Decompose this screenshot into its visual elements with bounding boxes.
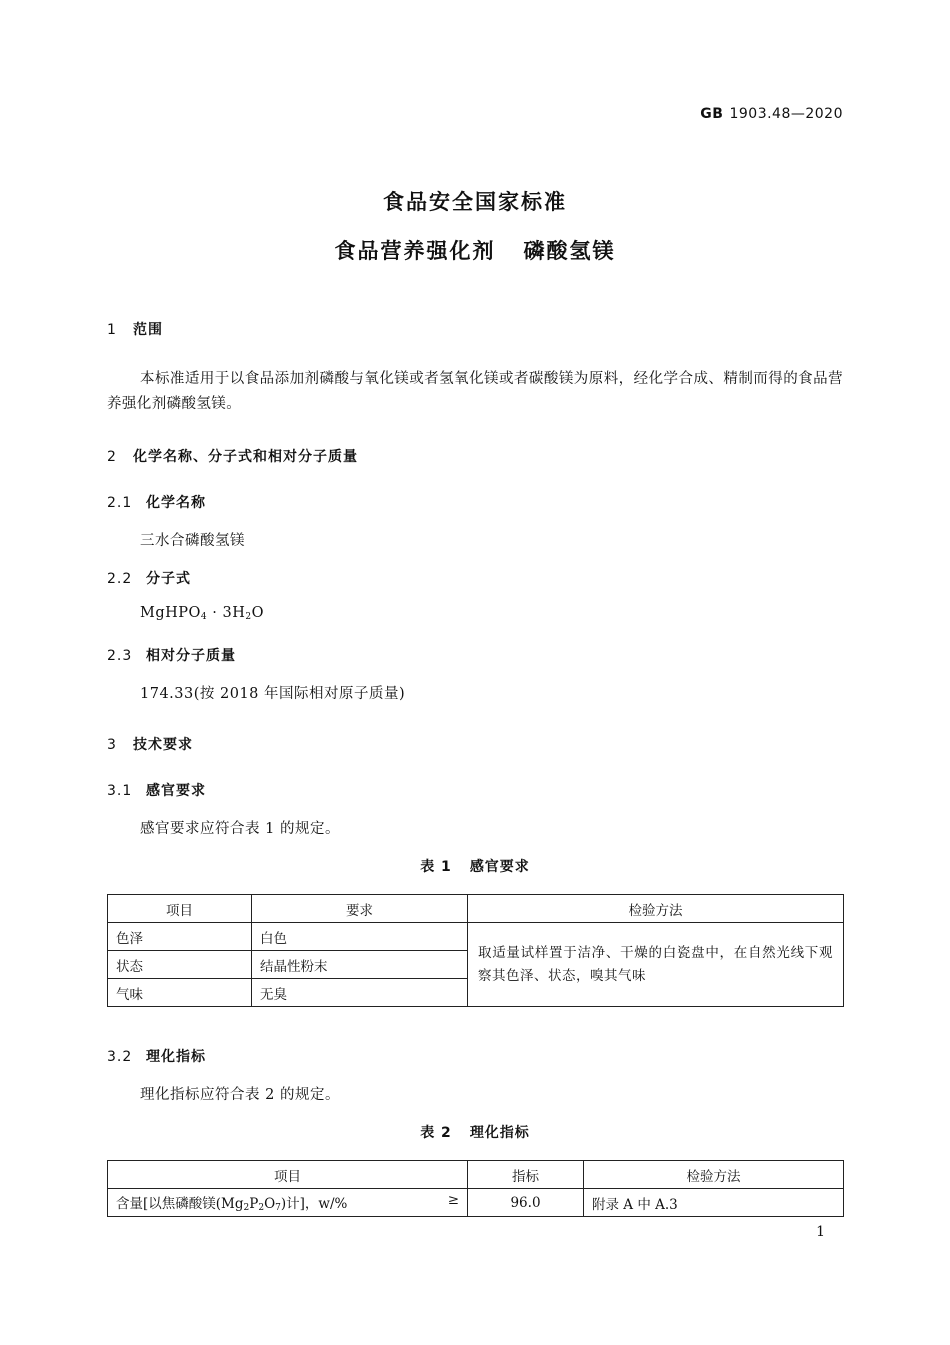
molecular-mass: 174.33(按 2018 年国际相对原子质量) (140, 686, 406, 702)
table-cell-item: 含量[以焦磷酸镁$(Mg_2P_2O_7)$计]，w/% ≥ (108, 1189, 468, 1217)
table-1 (107, 894, 844, 1007)
table-header: 检验方法 (468, 895, 844, 923)
molecular-formula: MgHPO$_4$ · $3H_2O$ (140, 605, 264, 622)
standard-number: 1903.48—2020 (729, 106, 843, 122)
table-2 (107, 1160, 844, 1217)
section-3-2-text: 理化指标应符合表 2 的规定。 (140, 1087, 340, 1103)
section-2-2-heading: 2.2 分子式 (107, 571, 191, 587)
table-cell-method: 取适量试样置于洁净、干燥的白瓷盘中，在自然光线下观察其色泽、状态，嗅其气味 (468, 923, 844, 1007)
table-row (108, 923, 844, 951)
table-2-caption: 表 2 理化指标 (420, 1125, 530, 1141)
section-1-text: 本标准适用于以食品添加剂磷酸与氧化镁或者氢氧化镁或者碳酸镁为原料，经化学合成、精制而得的食品营养强化剂磷酸氢镁。 (107, 371, 843, 412)
table-header: 项目 (108, 1161, 468, 1189)
section-3-2-heading: 3.2 理化指标 (107, 1049, 206, 1065)
chemical-name: 三水合磷酸氢镁 (140, 533, 245, 549)
page-number: 1 (816, 1224, 825, 1240)
section-2-1-heading: 2.1 化学名称 (107, 495, 206, 511)
ge-operator: ≥ (447, 1192, 459, 1208)
section-3-1-text: 感官要求应符合表 1 的规定。 (140, 821, 340, 837)
table-cell: 状态 (108, 951, 252, 979)
table-cell: 色泽 (108, 923, 252, 951)
table-cell: 气味 (108, 979, 252, 1007)
document-subtitle (0, 235, 950, 265)
table-header: 检验方法 (584, 1161, 844, 1189)
table-header: 项目 (108, 895, 252, 923)
standard-code (700, 106, 843, 122)
table-header: 指标 (468, 1161, 584, 1189)
subtitle-part1: 食品营养强化剂 (334, 239, 496, 263)
table-header-row (108, 895, 844, 923)
section-2-heading: 2 化学名称、分子式和相对分子质量 (107, 449, 358, 465)
document-title: 食品安全国家标准 (383, 190, 567, 214)
section-2-3-heading: 2.3 相对分子质量 (107, 648, 236, 664)
table-cell: 结晶性粉末 (252, 951, 468, 979)
table-cell: 白色 (252, 923, 468, 951)
table-row (108, 1189, 844, 1217)
subtitle-part2: 磷酸氢镁 (523, 239, 616, 263)
table-cell-method: 附录 A 中 A.3 (584, 1189, 844, 1217)
standard-prefix: GB (700, 106, 724, 122)
table-cell-value: 96.0 (468, 1189, 584, 1217)
section-3-heading: 3 技术要求 (107, 737, 193, 753)
table-header-row (108, 1161, 844, 1189)
section-1-heading: 1 范围 (107, 322, 163, 338)
section-3-1-heading: 3.1 感官要求 (107, 783, 206, 799)
table-cell: 无臭 (252, 979, 468, 1007)
table-header: 要求 (252, 895, 468, 923)
table-1-caption: 表 1 感官要求 (420, 859, 530, 875)
